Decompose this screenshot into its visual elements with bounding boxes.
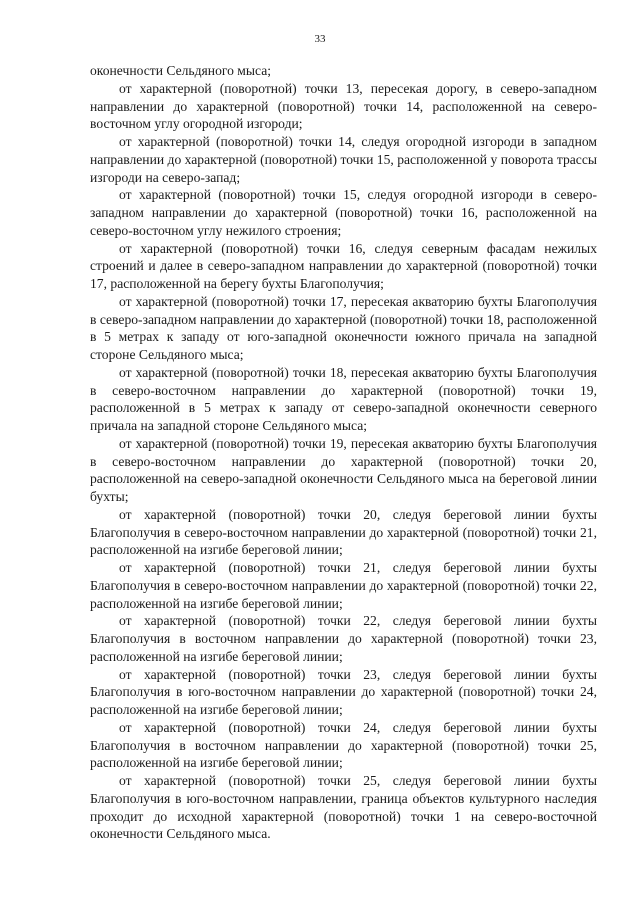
paragraph-point-19: от характерной (поворотной) точки 19, пересекая акваторию бухты Благополучия в северо-восточном направлении до характерной (поворотной) точки 20, расположенной на северо-западной оконечности Сельдяного мыса на береговой линии бухты; — [90, 435, 597, 504]
paragraph-point-15: от характерной (поворотной) точки 15, следуя огородной изгороди в северо-западном направлении до характерной (поворотной) точки 16, расположенной на северо-восточном углу нежилого строения; — [90, 187, 597, 238]
document-body — [90, 62, 597, 843]
page-number: 33 — [314, 33, 326, 45]
paragraph-point-13: от характерной (поворотной) точки 13, пересекая дорогу, в северо-западном направлении до характерной (поворотной) точки 14, расположенной на северо-восточном углу огородной изгороди; — [90, 80, 597, 132]
paragraph-point-18: от характерной (поворотной) точки 18, пересекая акваторию бухты Благополучия в северо-восточном направлении до характерной (поворотной) точки 19, расположенной в 5 метрах к западу от северо-западной оконечности северного причала на западной стороне Сельдяного мыса; — [90, 364, 597, 433]
paragraph-point-24: от характерной (поворотной) точки 24, следуя береговой линии бухты Благополучия в восточном направлении до характерной (поворотной) точки 25, расположенной на изгибе береговой линии; — [90, 719, 597, 771]
paragraph-point-20: от характерной (поворотной) точки 20, следуя береговой линии бухты Благополучия в северо-восточном направлении до характерной (поворотной) точки 21, расположенной на изгибе береговой линии; — [90, 506, 597, 558]
paragraph-point-25: от характерной (поворотной) точки 25, следуя береговой линии бухты Благополучия в юго-восточном направлении, граница объектов культурного наследия проходит до исходной характерной (поворотной) точки 1 на северо-восточной оконечности Сельдяного мыса. — [90, 773, 597, 842]
paragraph-point-22: от характерной (поворотной) точки 22, следуя береговой линии бухты Благополучия в восточном направлении до характерной (поворотной) точки 23, расположенной на изгибе береговой линии; — [90, 613, 597, 664]
paragraph-point-16: от характерной (поворотной) точки 16, следуя северным фасадам нежилых строений и далее в северо-западном направлении до характерной (поворотной) точки 17, расположенной на берегу бухты Благополучия; — [90, 240, 597, 291]
paragraph-point-17: от характерной (поворотной) точки 17, пересекая акваторию бухты Благополучия в северо-западном направлении до характерной (поворотной) точки 18, расположенной в 5 метрах к западу от юго-западной оконечности южного причала на западной стороне Сельдяного мыса; — [90, 293, 597, 362]
paragraph-point-14: от характерной (поворотной) точки 14, следуя огородной изгороди в западном направлении до характерной (поворотной) точки 15, расположенной у поворота трассы изгороди на северо-запад; — [90, 134, 597, 185]
paragraph-point-21: от характерной (поворотной) точки 21, следуя береговой линии бухты Благополучия в северо-восточном направлении до характерной (поворотной) точки 22, расположенной на изгибе береговой линии; — [90, 560, 597, 611]
paragraph-continuation: оконечности Сельдяного мыса; — [90, 63, 272, 78]
paragraph-point-23: от характерной (поворотной) точки 23, следуя береговой линии бухты Благополучия в юго-восточном направлении до характерной (поворотной) точки 24, расположенной на изгибе береговой линии; — [90, 666, 597, 717]
